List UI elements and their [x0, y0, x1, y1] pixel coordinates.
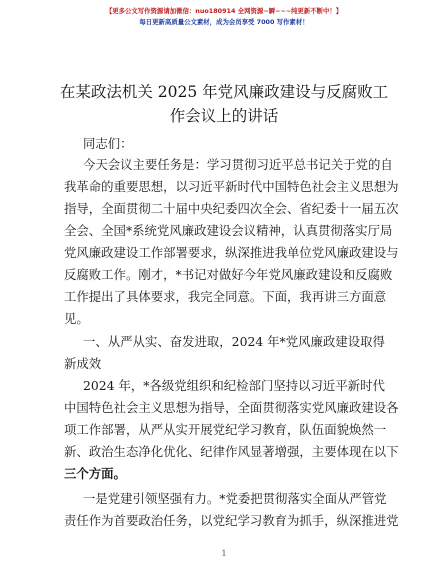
body-line: 新、政治生态净化优化、纪律作风显著增强，主要体现在以下 [64, 444, 399, 459]
title-line-2: 作会议上的讲话 [169, 107, 279, 125]
body-line: 党风廉政建设工作部署要求，纵深推进我单位党风廉政建设与 [64, 245, 399, 260]
document-title [30, 80, 418, 128]
body-line: 2024 年，*各级党组织和纪检部门坚持以习近平新时代 [83, 378, 385, 393]
body-line: 全会、全国*系统党风廉政建设会议精神，认真贯彻落实厅局 [64, 223, 393, 238]
promo-banner-line-1: 【更多公文写作资源请加微信：nuo180914 全网资源~瞬~~~纯更新不断中！】 [105, 7, 343, 15]
body-line: 一是党建引领坚强有力。*党委把贯彻落实全面从严管党 [83, 491, 387, 506]
body-line: 中国特色社会主义思想为指导，全面贯彻落实党风廉政建设各 [64, 400, 399, 415]
section-heading: 一、从严从实、奋发进取，2024 年*党风廉政建设取得 [83, 334, 385, 349]
promo-banner-line-2: 每日更新高质量公文素材，成为会员享受 7000 写作素材！ [139, 18, 309, 26]
salutation: 同志们： [83, 136, 133, 151]
title-line-1: 在某政法机关 2025 年党风廉政建设与反腐败工 [59, 83, 389, 101]
body-line: 我革命的重要思想，以习近平新时代中国特色社会主义思想为 [64, 179, 399, 194]
body-line: 工作提出了具体要求，我完全同意。下面，我再讲三方面意 [64, 289, 387, 304]
body-line: 指导，全面贯彻二十届中央纪委四次全会、省纪委十一届五次 [64, 201, 399, 216]
body-line: 见。 [64, 311, 89, 326]
body-line: 责任作为首要政治任务，以党纪学习教育为抓手，纵深推进党 [64, 513, 399, 528]
body-line: 反腐败工作。刚才，*书记对做好今年党风廉政建设和反腐败 [64, 267, 393, 282]
body-line: 三个方面。 [64, 466, 126, 481]
page-number: 1 [221, 549, 227, 558]
section-heading-continued: 新成效 [64, 356, 102, 371]
body-line: 今天会议主要任务是：学习贯彻习近平总书记关于党的自 [83, 157, 393, 172]
body-line: 项工作部署，从严从实开展党纪学习教育，队伍面貌焕然一 [64, 422, 387, 437]
